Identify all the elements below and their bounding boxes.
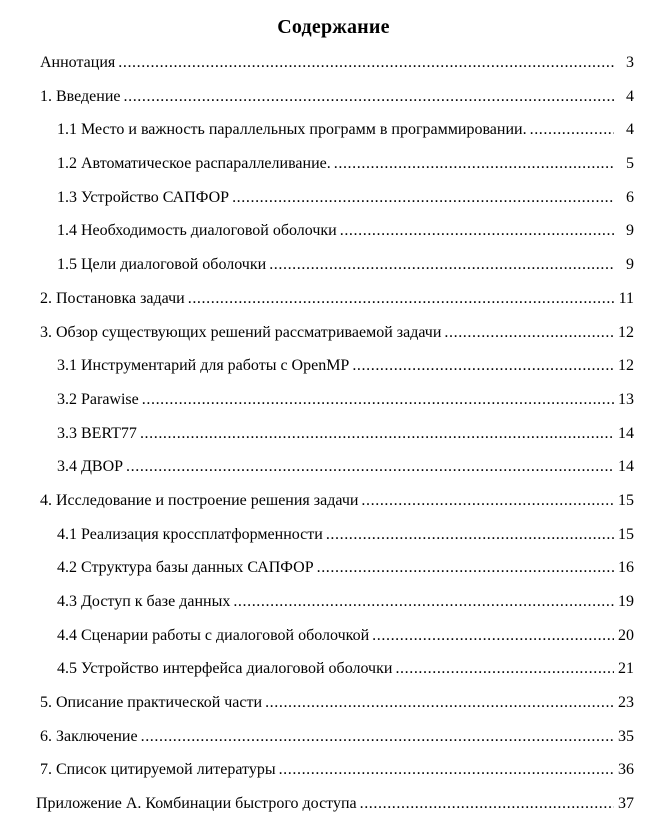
dot-leader (142, 390, 614, 409)
toc-entry-label: 2. Постановка задачи (40, 289, 185, 307)
toc-entry[interactable] (36, 659, 634, 693)
dot-leader (141, 727, 614, 746)
toc-entry[interactable] (36, 289, 634, 323)
toc-entry-page-number: 4 (626, 87, 634, 105)
dot-leader (352, 356, 614, 375)
toc-entry-page-number: 15 (618, 491, 634, 509)
toc-entry-page-number: 9 (626, 222, 634, 240)
toc-entry-page-number: 16 (618, 559, 634, 577)
toc-entry-page-number: 6 (626, 188, 634, 206)
dot-leader (233, 592, 614, 611)
toc-entry[interactable] (36, 120, 634, 154)
dot-leader (265, 693, 614, 712)
toc-entry-label: 1.2 Автоматическое распараллеливание. (57, 155, 331, 173)
dot-leader (340, 221, 614, 240)
toc-entry[interactable] (36, 390, 634, 424)
dot-leader (361, 491, 614, 510)
toc-entry-page-number: 20 (618, 626, 634, 644)
toc-entry-label: 4.1 Реализация кроссплатформенности (57, 525, 323, 543)
toc-entry-label: 1.4 Необходимость диалоговой оболочки (57, 222, 337, 240)
toc-entry-page-number: 5 (626, 155, 634, 173)
toc-entry-label: 6. Заключение (40, 727, 138, 745)
toc-entry-label: 3.3 BERT77 (57, 424, 137, 442)
dot-leader (126, 457, 614, 476)
toc-entry-page-number: 11 (618, 289, 634, 307)
toc-entry[interactable] (36, 626, 634, 660)
toc-entry-label: 4.5 Устройство интерфейса диалоговой оболочки (57, 660, 393, 678)
dot-leader (326, 525, 614, 544)
toc-entry[interactable] (36, 727, 634, 761)
dot-leader (372, 626, 614, 645)
toc-entry-label: Аннотация (40, 54, 116, 71)
page-title: Содержание (277, 16, 390, 38)
toc-entry-label: 3. Обзор существующих решений рассматриваемой задачи (40, 323, 442, 341)
toc-entry[interactable] (36, 760, 634, 794)
toc-entry-page-number: 13 (618, 390, 634, 408)
dot-leader (188, 289, 614, 308)
toc-entry[interactable] (36, 188, 634, 222)
toc-entry[interactable] (36, 356, 634, 390)
toc-entry[interactable] (36, 794, 634, 828)
toc-entry[interactable] (36, 154, 634, 188)
dot-leader (334, 154, 614, 173)
dot-leader (279, 760, 614, 779)
toc-entry-page-number: 19 (618, 593, 634, 610)
toc-entry-page-number: 21 (618, 660, 634, 678)
toc-entry-page-number: 12 (618, 357, 634, 375)
toc-entry-page-number: 14 (618, 424, 634, 442)
toc-entry-label: 4. Исследование и построение решения задачи (40, 491, 359, 509)
toc-entry-label: 4.4 Сценарии работы с диалоговой оболочкой (57, 626, 370, 644)
toc-entry[interactable] (36, 525, 634, 559)
toc-entry-label: 4.3 Доступ к базе данных (57, 593, 231, 610)
dot-leader (395, 659, 614, 678)
dot-leader (360, 794, 614, 813)
dot-leader (530, 120, 614, 139)
toc-entry-label: 5. Описание практической части (40, 694, 263, 712)
dot-leader (444, 323, 614, 342)
toc-entry-page-number: 36 (618, 761, 634, 779)
toc-entry[interactable] (36, 221, 634, 255)
toc-entry-label: 3.2 Parawise (57, 390, 139, 408)
toc-entry[interactable] (36, 457, 634, 491)
toc-entry-label: 7. Список цитируемой литературы (40, 761, 276, 779)
toc-entry[interactable] (36, 558, 634, 592)
toc-entry-label: 1.3 Устройство САПФОР (57, 188, 230, 206)
toc-entry-page-number: 15 (618, 525, 634, 543)
toc-entry[interactable] (36, 592, 634, 626)
toc-entry[interactable] (36, 87, 634, 121)
toc-entry-page-number: 14 (618, 458, 634, 476)
dot-leader (232, 188, 614, 207)
toc-entry-label: 4.2 Структура базы данных САПФОР (57, 559, 314, 577)
toc-entry[interactable] (36, 53, 634, 87)
toc-entry-page-number: 12 (618, 323, 634, 341)
toc-entry-page-number: 3 (626, 54, 634, 71)
dot-leader (317, 558, 614, 577)
toc-entry[interactable] (36, 255, 634, 289)
toc-entry-page-number: 23 (618, 694, 634, 712)
toc-entry-label: 1.5 Цели диалоговой оболочки (57, 256, 267, 274)
toc-entry[interactable] (36, 424, 634, 458)
toc-entry-label: Приложение А. Комбинации быстрого доступа (36, 795, 357, 813)
toc-entry-label: 1.1 Место и важность параллельных программ в программировании. (57, 121, 527, 139)
toc-entry-page-number: 4 (626, 121, 634, 139)
toc-entry-label: 1. Введение (40, 87, 121, 105)
toc-entry-page-number: 9 (626, 256, 634, 274)
dot-leader (269, 255, 614, 274)
toc-entry-label: 3.4 ДВОР (57, 458, 124, 476)
dot-leader (124, 87, 615, 106)
toc-entry-page-number: 35 (618, 727, 634, 745)
toc-entry-label: 3.1 Инструментарий для работы с OpenMP (57, 357, 350, 375)
toc-entry[interactable] (36, 693, 634, 727)
toc-entry[interactable] (36, 323, 634, 357)
toc-entry-page-number: 37 (618, 795, 634, 813)
toc-entry[interactable] (36, 491, 634, 525)
toc-list (36, 53, 634, 828)
dot-leader (118, 53, 614, 72)
dot-leader (140, 424, 614, 443)
